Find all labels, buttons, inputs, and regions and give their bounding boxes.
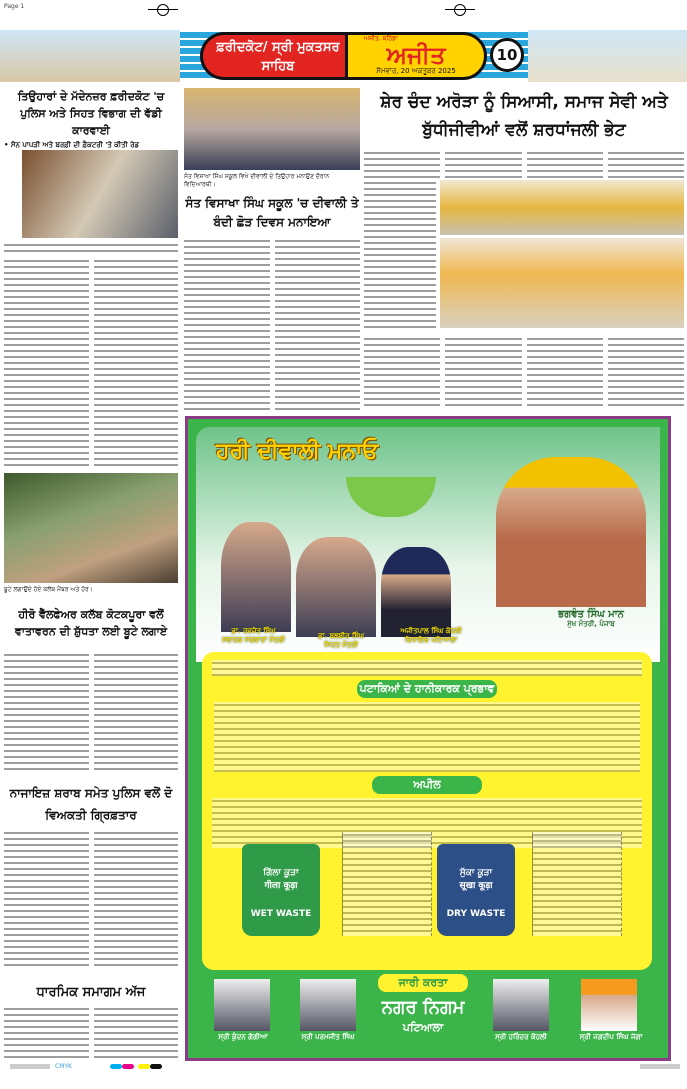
headline: ਧਾਰਮਿਕ ਸਮਾਗਮ ਅੱਜ — [36, 985, 146, 1000]
article-body — [184, 238, 360, 410]
headline: ਹੀਰੋ ਵੈੱਲਫੇਅਰ ਕਲੱਬ ਕੋਟਕਪੂਰਾ ਵਲੋਂ ਵਾਤਾਵਰਨ ਦੀ ਸ਼ੁੱਧਤਾ ਲਈ ਬੂਟੇ ਲਗਾਏ — [14, 608, 168, 638]
appeal-heading: ਅਪੀਲ — [372, 776, 482, 794]
article-body — [364, 336, 684, 410]
cmyk-label: CMYK — [55, 1063, 72, 1070]
ad-banner — [196, 427, 660, 662]
cm-caption: ਭਗਵੰਤ ਸਿੰਘ ਮਾਨ ਮੁੱਖ ਮੰਤਰੀ, ਪੰਜਾਬ — [558, 609, 624, 628]
issuer-org: ਨਗਰ ਨਿਗਮ — [381, 997, 465, 1018]
edition-name: ਫ਼ਰੀਦਕੋਟ/ ਸ੍ਰੀ ਮੁਕਤਸਰ ਸਾਹਿਬ — [200, 32, 345, 80]
article-body — [4, 830, 178, 970]
chief-minister-photo — [496, 457, 646, 607]
article-body — [4, 652, 178, 770]
official-photo — [581, 979, 637, 1031]
dry-waste-list — [532, 832, 622, 936]
masthead-photo-left — [0, 30, 180, 82]
photo-caption — [4, 242, 178, 254]
person-caption: ਡਾ. ਬਲਬੀਰ ਸਿੰਘ ਸਿਹਤ ਮੰਤਰੀ — [317, 632, 365, 649]
mla-photo — [381, 547, 451, 637]
minister-photo — [221, 522, 291, 632]
photo-caption: ਸੰਤ ਵਿਸਾਖਾ ਸਿੰਘ ਸਕੂਲ ਵਿਖੇ ਦੀਵਾਲੀ ਦੇ ਤਿਉਹਾਰ ਮਨਾਉਣ ਦੌਰਾਨ ਵਿਦਿਆਰਥੀ। — [184, 173, 330, 188]
article-body — [364, 150, 684, 178]
article-body — [4, 1006, 178, 1060]
tribute-gathering-photo — [440, 238, 684, 328]
official-name: ਸ੍ਰੀ ਹਰਿੰਦਰ ਕੋਹਲੀ — [495, 1033, 547, 1041]
issue-date: ਸੋਮਵਾਰ, 20 ਅਕਤੂਬਰ 2025 — [376, 67, 456, 75]
newspaper-title: ਅਜੀਤ — [386, 41, 446, 69]
effects-list — [214, 702, 640, 772]
subheadline: • ਸੋਨ ਪਾਪੜੀ ਅਤੇ ਬਰਫ਼ੀ ਦੀ ਫ਼ੈਕਟਰੀ 'ਤੇ ਕੀਤੀ ਰੇਡ — [4, 141, 140, 149]
registration-mark-icon — [148, 2, 178, 18]
official-name: ਸ੍ਰੀ ਕੁੰਦਨ ਗੋਗੀਆ — [218, 1033, 268, 1041]
print-slug: Page 1 — [4, 3, 25, 10]
print-color-bar — [0, 1063, 687, 1071]
photo-caption: ਬੂਟੇ ਲਗਾਉਂਦੇ ਹੋਏ ਕਲੱਬ ਮੈਂਬਰ ਅਤੇ ਹੋਰ। — [4, 586, 93, 593]
official-name: ਸ੍ਰੀ ਜਗਦੀਪ ਸਿੰਘ ਜੱਗਾ — [579, 1033, 643, 1041]
effects-heading: ਪਟਾਕਿਆਂ ਦੇ ਹਾਨੀਕਾਰਕ ਪ੍ਰਭਾਵ — [357, 680, 497, 698]
wet-waste-list — [342, 832, 432, 936]
page-number: 10 — [490, 38, 524, 72]
article-body — [4, 258, 178, 470]
masthead-logo — [345, 32, 487, 80]
tribute-photo — [440, 180, 684, 235]
wet-waste-bin: ਗਿੱਲਾ ਕੂੜਾ गीला कूड़ा WET WASTE — [242, 844, 320, 936]
issuer-city: ਪਟਿਆਲਾ — [402, 1021, 444, 1034]
registration-mark-icon — [445, 2, 475, 18]
official-photo — [214, 979, 270, 1031]
official-photo — [493, 979, 549, 1031]
story-photo — [22, 150, 178, 238]
issued-by-label: ਜਾਰੀ ਕਰਤਾ — [378, 974, 468, 992]
headline: ਸ਼ੇਰ ਚੰਦ ਅਰੋੜਾ ਨੂੰ ਸਿਆਸੀ, ਸਮਾਜ ਸੇਵੀ ਅਤੇ ਬੁੱਧੀਜੀਵੀਆਂ ਵਲੋਂ ਸ਼ਰਧਾਂਜਲੀ ਭੇਟ — [380, 92, 668, 140]
plant-bowl-icon — [346, 477, 436, 517]
school-photo — [184, 88, 360, 170]
ad-info-panel — [202, 652, 652, 970]
ad-title: ਹਰੀ ਦੀਵਾਲੀ ਮਨਾਓ — [216, 439, 379, 464]
official-name: ਸ੍ਰੀ ਪਰਮਜੀਤ ਸਿੰਘ — [301, 1033, 355, 1041]
person-caption: ਡਾ. ਰਵਜੋਤ ਸਿੰਘ ਸਥਾਨਕ ਸਰਕਾਰਾਂ ਮੰਤਰੀ — [222, 627, 285, 644]
person-caption: ਅਜੀਤਪਾਲ ਸਿੰਘ ਕੋਹਲੀ ਵਿਧਾਇਕ ਪਟਿਆਲਾ — [400, 627, 462, 644]
masthead-photo-right — [528, 30, 687, 82]
left-story-1 — [4, 88, 178, 150]
minister-photo — [296, 537, 376, 637]
official-photo — [300, 979, 356, 1031]
green-diwali-advertisement — [185, 416, 671, 1061]
headline: ਨਾਜਾਇਜ਼ ਸ਼ਰਾਬ ਸਮੇਤ ਪੁਲਿਸ ਵਲੋਂ ਦੋ ਵਿਅਕਤੀ ਗ੍ਰਿਫ਼ਤਾਰ — [9, 786, 173, 822]
headline: ਤਿਉਹਾਰਾਂ ਦੇ ਮੱਦੇਨਜ਼ਰ ਫ਼ਰੀਦਕੋਟ 'ਚ ਪੁਲਿਸ ਅਤੇ ਸਿਹਤ ਵਿਭਾਗ ਦੀ ਵੱਡੀ ਕਾਰਵਾਈ — [17, 90, 165, 137]
dry-waste-bin: ਸੁੱਕਾ ਕੂੜਾ सूखा कूड़ा DRY WASTE — [437, 844, 515, 936]
masthead-city: ਅਜੀਤ, ਬਠਿੰਡਾ — [364, 35, 398, 42]
tree-planting-photo — [4, 473, 178, 583]
article-body — [364, 180, 436, 330]
headline: ਸੰਤ ਵਿਸਾਖਾ ਸਿੰਘ ਸਕੂਲ 'ਚ ਦੀਵਾਲੀ ਤੇ ਬੰਦੀ ਛੋੜ ਦਿਵਸ ਮਨਾਇਆ — [185, 196, 359, 229]
